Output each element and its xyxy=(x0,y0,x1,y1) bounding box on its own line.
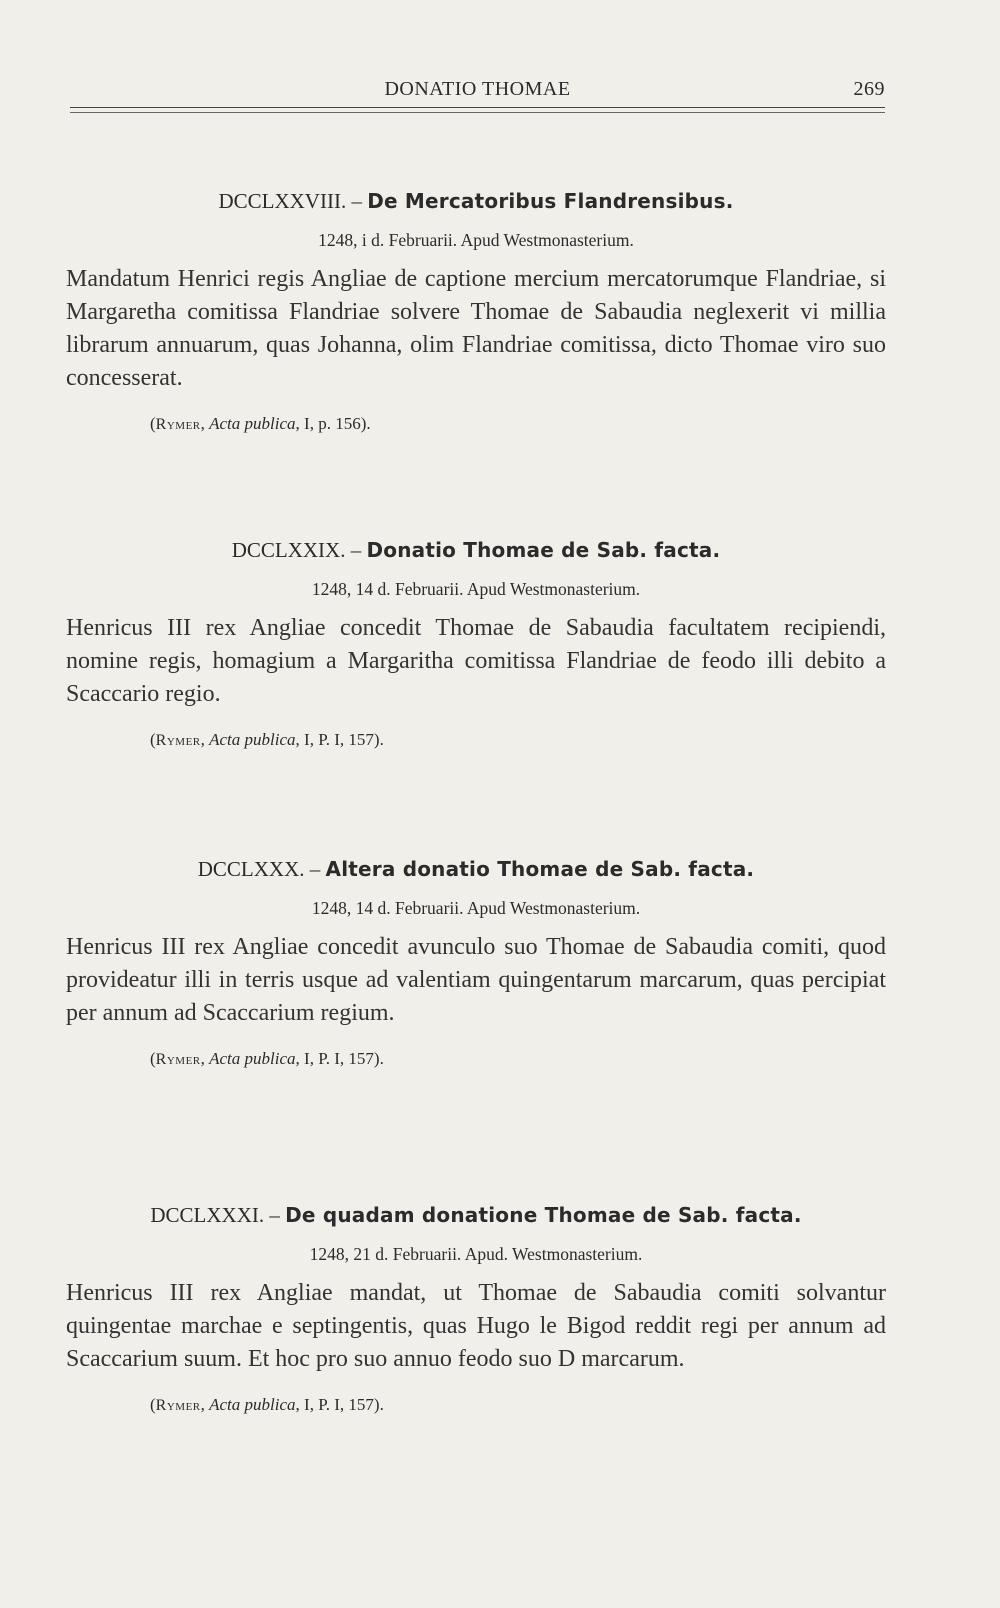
citation-work: Acta publica xyxy=(209,1049,296,1068)
entry-title: De quadam donatione Thomae de Sab. facta. xyxy=(285,1203,802,1227)
citation-work: Acta publica xyxy=(209,730,296,749)
citation-author: Rymer xyxy=(155,1397,201,1414)
entry-title: De Mercatoribus Flandrensibus. xyxy=(367,189,734,213)
entry-text: Mandatum Henrici regis Angliae de captione mercium mercatorumque Flandriae, si Margaretha comitissa Flandriae solvere Thomae de Sabaudia neglexerit vi millia librarum annuarum, quas Johanna, olim Flandriae comitissa, dicto Thomae viro suo concesserat. xyxy=(66,266,886,391)
entry-date: 1248, 21 d. Februarii. Apud. Westmonasterium. xyxy=(309,1244,643,1264)
citation-work: Acta publica xyxy=(209,414,296,433)
entry-heading xyxy=(66,855,886,883)
entry-title: Donatio Thomae de Sab. facta. xyxy=(366,538,721,562)
citation-rest: , I, p. 156). xyxy=(295,414,371,433)
entry-text: Henricus III rex Angliae concedit Thomae de Sabaudia facultatem recipiendi, nomine regis, homagium a Margaritha comitissa Flandriae de feodo illi debito a Scaccario regio. xyxy=(66,615,886,707)
running-title: DONATIO THOMAE xyxy=(384,78,571,100)
citation-open: ( xyxy=(150,414,156,433)
entry-heading xyxy=(66,536,886,564)
entry-text: Henricus III rex Angliae concedit avunculo suo Thomae de Sabaudia comiti, quod provideatur illi in terris usque ad valentiam quingentarum marcarum, quas percipiat per annum ad Scaccarium regium. xyxy=(66,934,886,1026)
citation-author: Rymer xyxy=(155,732,201,749)
entry-citation: (Rymer, Acta publica, I, P. I, 157). xyxy=(150,1395,384,1414)
citation-author: Rymer xyxy=(155,416,201,433)
entry-heading xyxy=(66,187,886,215)
citation-work: Acta publica xyxy=(209,1395,296,1414)
citation-open: ( xyxy=(150,730,156,749)
entry-date: 1248, 14 d. Februarii. Apud Westmonasterium. xyxy=(311,898,641,918)
entry-number: DCCLXXIX. – xyxy=(231,538,362,562)
entry-number: DCCLXXX. – xyxy=(197,857,321,881)
entry-citation: (Rymer, Acta publica, I, P. I, 157). xyxy=(150,1049,384,1068)
charter-entry xyxy=(66,187,886,436)
citation-rest: , I, P. I, 157). xyxy=(295,730,384,749)
entry-citation: (Rymer, Acta publica, I, p. 156). xyxy=(150,414,371,433)
entry-title: Altera donatio Thomae de Sab. facta. xyxy=(325,857,755,881)
citation-rest: , I, P. I, 157). xyxy=(295,1395,384,1414)
charter-entry xyxy=(66,1201,886,1417)
entry-date: 1248, 14 d. Februarii. Apud Westmonasterium. xyxy=(311,579,641,599)
entry-number: DCCLXXXI. – xyxy=(150,1203,280,1227)
entry-text: Henricus III rex Angliae mandat, ut Thomae de Sabaudia comiti solvantur quingentae marchae e septingentis, quas Hugo le Bigod reddit regi per annum ad Scaccarium suum. Et hoc pro suo annuo feodo suo D marcarum. xyxy=(66,1280,886,1372)
citation-open: ( xyxy=(150,1395,156,1414)
citation-author: Rymer xyxy=(155,1051,201,1068)
header-rule xyxy=(70,107,885,108)
entry-heading xyxy=(66,1201,886,1229)
page-number: 269 xyxy=(853,78,885,100)
running-head xyxy=(70,78,885,104)
entry-number: DCCLXXVIII. – xyxy=(218,189,362,213)
header-rule-thin xyxy=(70,112,885,113)
charter-entry xyxy=(66,855,886,1071)
entry-date: 1248, i d. Februarii. Apud Westmonasterium. xyxy=(318,230,634,250)
charter-entry xyxy=(66,536,886,752)
entry-citation: (Rymer, Acta publica, I, P. I, 157). xyxy=(150,730,384,749)
citation-rest: , I, P. I, 157). xyxy=(295,1049,384,1068)
citation-open: ( xyxy=(150,1049,156,1068)
